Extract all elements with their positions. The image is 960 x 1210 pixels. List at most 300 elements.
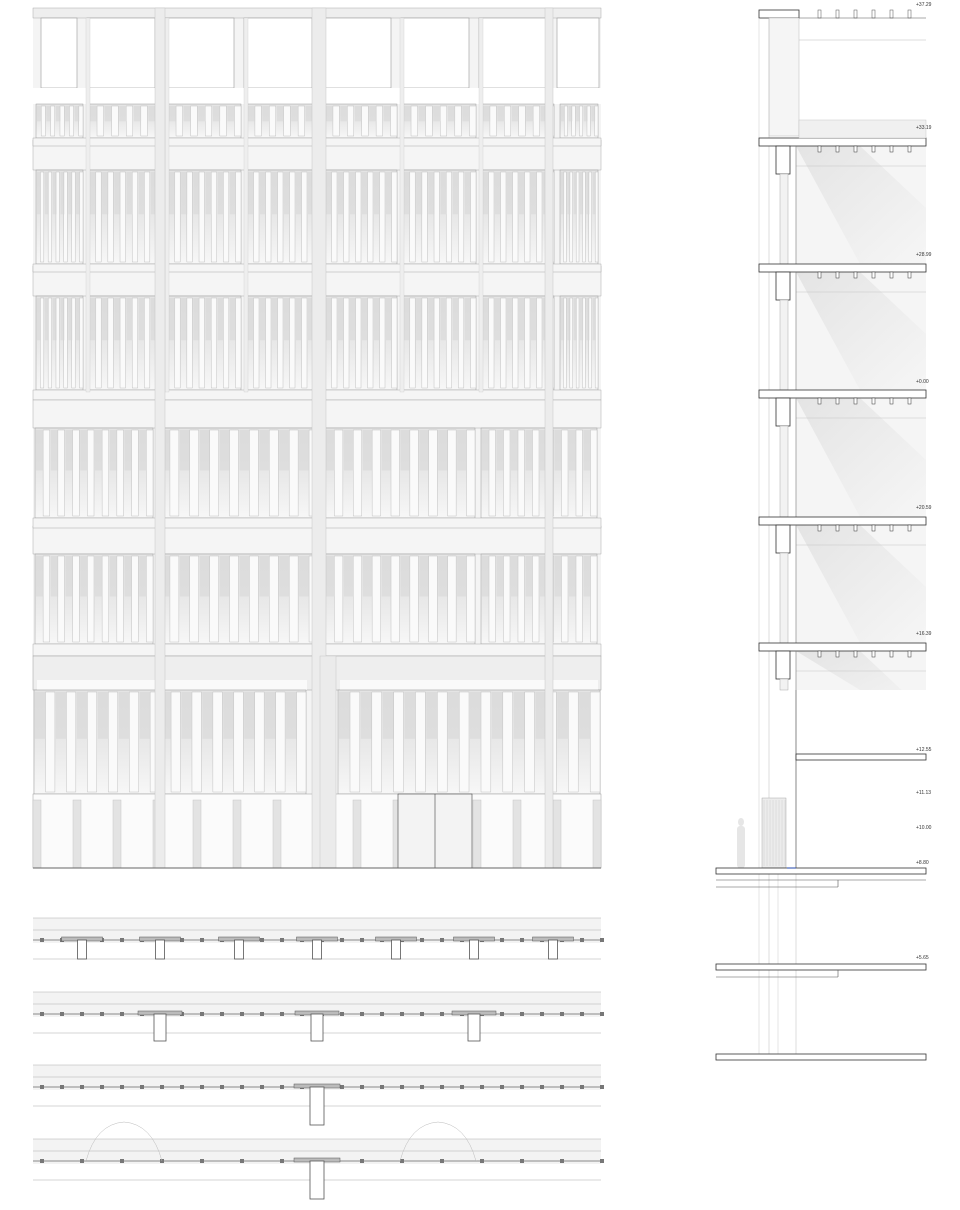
louvre-fin <box>266 172 271 262</box>
louvre-fin <box>170 430 179 516</box>
secondary-column <box>165 18 169 392</box>
glazing-mullion <box>273 800 281 868</box>
louvre-fin <box>254 298 259 388</box>
fin-shadow <box>279 430 289 471</box>
fin-mark <box>120 1159 124 1163</box>
louvre-fin <box>356 298 361 388</box>
louvre-fin <box>60 106 64 136</box>
louvre-fin <box>525 298 530 388</box>
fin-shadow <box>470 692 481 739</box>
fin-shadow <box>200 556 210 597</box>
fin-shadow <box>531 172 537 214</box>
fin-shadow <box>180 430 190 471</box>
louvre-fin <box>97 106 104 136</box>
edge-beam <box>776 272 790 300</box>
fin-shadow <box>593 172 596 214</box>
fin-mark <box>160 1085 164 1089</box>
roof-rib <box>818 10 821 18</box>
fin-mark <box>360 1159 364 1163</box>
slab-rib <box>872 398 875 404</box>
fin-shadow <box>45 172 49 214</box>
louvre-fin <box>458 172 463 262</box>
slab-rib <box>890 525 893 531</box>
fin-shadow <box>584 430 591 471</box>
fin-shadow <box>184 106 191 121</box>
louvre-fin <box>372 556 380 642</box>
fin-shadow <box>218 298 224 340</box>
louvre-fin <box>590 430 597 516</box>
fin-shadow <box>404 106 411 121</box>
slab-rib <box>836 146 839 152</box>
fin-shadow <box>139 172 145 214</box>
mezzanine-slab <box>796 754 926 760</box>
fin-shadow <box>248 172 254 214</box>
fin-mark <box>40 1159 44 1163</box>
louvre-fin <box>190 556 199 642</box>
louvre-fin <box>46 692 55 792</box>
fin-shadow <box>580 172 583 214</box>
facade-column-section <box>769 18 799 136</box>
secondary-column <box>86 18 90 392</box>
louvre-fin <box>126 106 133 136</box>
fin-shadow <box>296 298 302 340</box>
fin-mark <box>260 1085 264 1089</box>
louvre-fin <box>120 172 125 262</box>
fin-mark <box>400 1085 404 1089</box>
fin-shadow <box>169 106 176 121</box>
fin-mark <box>380 1012 384 1016</box>
louvre-fin <box>347 106 353 136</box>
louvre-fin <box>190 430 199 516</box>
fin-shadow <box>134 106 141 121</box>
fin-mark <box>580 938 584 942</box>
fin-mark <box>440 1159 444 1163</box>
fin-shadow <box>386 172 392 214</box>
fin-mark <box>80 1159 84 1163</box>
fin-shadow <box>114 172 120 214</box>
fin-mark <box>340 938 344 942</box>
louvre-fin <box>249 556 258 642</box>
structural-column <box>155 8 165 868</box>
fin-shadow <box>404 298 410 340</box>
fin-shadow <box>169 172 175 214</box>
louvre-fin <box>332 172 337 262</box>
fin-shadow <box>169 298 175 340</box>
fin-shadow <box>382 430 391 471</box>
louvre-fin <box>102 430 109 516</box>
louvre-fin <box>176 106 183 136</box>
fin-shadow <box>453 298 459 340</box>
fin-shadow <box>299 430 309 471</box>
fin-shadow <box>363 430 372 471</box>
slab-rib <box>890 272 893 278</box>
fin-shadow <box>260 172 266 214</box>
fin-mark <box>200 1085 204 1089</box>
fin-shadow <box>230 298 236 340</box>
fin-shadow <box>519 298 525 340</box>
fin-shadow <box>344 430 353 471</box>
roof-rib <box>854 10 857 18</box>
louvre-fin <box>392 172 397 262</box>
plan-column <box>310 1161 324 1199</box>
fin-shadow <box>561 106 565 121</box>
louvre-fin <box>236 298 241 388</box>
louvre-fin <box>73 556 80 642</box>
fin-mark <box>520 1012 524 1016</box>
fin-shadow <box>98 692 108 739</box>
floor-slab <box>759 138 926 146</box>
louvre-fin <box>298 106 304 136</box>
fin-shadow <box>119 106 126 121</box>
fin-shadow <box>586 298 589 340</box>
louvre-fin <box>467 556 475 642</box>
louvre-fin <box>434 172 439 262</box>
louvre-fin <box>518 556 525 642</box>
fin-shadow <box>227 106 234 121</box>
louvre-fin <box>356 172 361 262</box>
louvre-fin <box>290 172 295 262</box>
fin-shadow <box>593 298 596 340</box>
louvre-fin <box>73 430 80 516</box>
louvre-fin <box>192 692 201 792</box>
fin-shadow <box>448 692 459 739</box>
fin-shadow <box>586 172 589 214</box>
louvre-fin <box>333 106 339 136</box>
fin-mark <box>380 1085 384 1089</box>
fin-mark <box>420 938 424 942</box>
fin-shadow <box>405 692 416 739</box>
fin-shadow <box>555 430 562 471</box>
louvre-fin <box>284 106 290 136</box>
fin-shadow <box>56 106 61 121</box>
fin-shadow <box>567 172 570 214</box>
louvre-fin <box>429 556 437 642</box>
fin-shadow <box>441 298 447 340</box>
facade-fin-section <box>780 426 788 517</box>
louvre-fin <box>501 298 506 388</box>
louvre-fin <box>380 172 385 262</box>
fin-mark <box>600 1159 604 1163</box>
slab-rib <box>818 398 821 404</box>
louvre-fin <box>129 692 138 792</box>
slab-rib <box>854 651 857 657</box>
edge-beam <box>776 651 790 679</box>
fin-shadow <box>492 692 503 739</box>
louvre-fin <box>426 106 433 136</box>
slab-rib <box>854 272 857 278</box>
fin-shadow <box>284 298 290 340</box>
slab-rib <box>872 146 875 152</box>
fin-shadow <box>457 430 466 471</box>
louvre-fin <box>561 430 568 516</box>
fin-shadow <box>441 172 447 214</box>
secondary-column <box>479 18 483 392</box>
fin-shadow <box>77 692 87 739</box>
plan-column <box>470 940 479 959</box>
fin-shadow <box>277 106 284 121</box>
fin-mark <box>600 1012 604 1016</box>
louvre-fin <box>344 298 349 388</box>
fin-shadow <box>555 556 562 597</box>
fin-shadow <box>483 298 489 340</box>
fin-mark <box>180 1085 184 1089</box>
louvre-fin <box>199 172 204 262</box>
louvre-fin <box>590 692 600 792</box>
plan-column <box>156 940 165 959</box>
fin-shadow <box>462 106 469 121</box>
fin-shadow <box>230 172 236 214</box>
fin-shadow <box>66 430 73 471</box>
fin-shadow <box>344 556 353 597</box>
fin-shadow <box>495 172 501 214</box>
fin-mark <box>40 938 44 942</box>
slab-rib <box>908 525 911 531</box>
louvre-fin <box>446 172 451 262</box>
fin-shadow <box>127 298 133 340</box>
fin-shadow <box>127 172 133 214</box>
louvre-fin <box>437 692 447 792</box>
louvre-fin <box>117 430 124 516</box>
fin-mark <box>340 1085 344 1089</box>
fin-mark <box>520 938 524 942</box>
glazing-mullion <box>553 800 561 868</box>
central-pier <box>320 656 336 868</box>
louvre-fin <box>79 106 83 136</box>
fin-shadow <box>306 106 313 121</box>
glazing-mullion <box>193 800 201 868</box>
fin-shadow <box>339 692 350 739</box>
fin-mark <box>500 938 504 942</box>
fin-shadow <box>579 692 590 739</box>
louvre-fin <box>249 430 258 516</box>
plan-column <box>235 940 244 959</box>
fin-mark <box>600 1085 604 1089</box>
louvre-fin <box>223 172 228 262</box>
glazing-mullion <box>593 800 601 868</box>
fin-mark <box>580 1012 584 1016</box>
fin-mark <box>600 938 604 942</box>
fin-mark <box>560 1012 564 1016</box>
fin-shadow <box>350 298 356 340</box>
fin-shadow <box>51 430 58 471</box>
slab-rib <box>836 651 839 657</box>
fin-shadow <box>569 106 573 121</box>
louvre-fin <box>254 172 259 262</box>
glazing-mullion <box>73 800 81 868</box>
louvre-fin <box>489 298 494 388</box>
fin-mark <box>220 1012 224 1016</box>
louvre-fin <box>210 556 219 642</box>
fin-shadow <box>291 106 298 121</box>
fin-shadow <box>125 556 132 597</box>
planter-wall <box>762 798 786 868</box>
roof-frame <box>322 18 391 88</box>
slab-rib <box>908 398 911 404</box>
fin-mark <box>120 1085 124 1089</box>
fin-shadow <box>61 172 65 214</box>
fin-mark <box>80 1012 84 1016</box>
fin-shadow <box>248 106 255 121</box>
louvre-fin <box>205 106 212 136</box>
fin-shadow <box>80 430 87 471</box>
fin-shadow <box>202 692 212 739</box>
louvre-fin <box>391 556 399 642</box>
fin-shadow <box>193 172 199 214</box>
louvre-fin <box>503 692 513 792</box>
louvre-fin <box>334 430 342 516</box>
glazing-mullion <box>33 800 41 868</box>
louvre-fin <box>489 172 494 262</box>
louvre-fin <box>187 298 192 388</box>
louvre-fin <box>58 556 65 642</box>
fin-shadow <box>68 298 72 340</box>
fin-shadow <box>363 556 372 597</box>
slab-rib <box>872 651 875 657</box>
fin-shadow <box>35 692 45 739</box>
louvre-fin <box>332 298 337 388</box>
louvre-fin <box>269 430 278 516</box>
louvre-fin <box>344 172 349 262</box>
louvre-fin <box>87 556 94 642</box>
fin-shadow <box>90 298 96 340</box>
fin-shadow <box>404 172 410 214</box>
louvre-fin <box>448 430 456 516</box>
slab-rib <box>854 146 857 152</box>
louvre-fin <box>532 430 539 516</box>
fin-shadow <box>61 298 65 340</box>
fin-shadow <box>567 298 570 340</box>
louvre-fin <box>43 430 50 516</box>
louvre-fin <box>410 298 415 388</box>
fin-shadow <box>511 430 518 471</box>
roof-frame <box>479 18 547 88</box>
louvre-fin <box>132 298 137 388</box>
level-label: +11.13 <box>916 790 932 796</box>
fin-shadow <box>36 556 43 597</box>
fin-shadow <box>240 556 250 597</box>
louvre-fin <box>469 106 476 136</box>
louvre-fin <box>230 556 239 642</box>
louvre-fin <box>391 106 397 136</box>
level-label: +33.19 <box>916 125 932 131</box>
fin-mark <box>460 1085 464 1089</box>
louvre-fin <box>69 106 73 136</box>
fin-shadow <box>416 298 422 340</box>
louvre-fin <box>353 430 361 516</box>
level-label: +16.39 <box>916 631 932 637</box>
louvre-fin <box>223 298 228 388</box>
facade-elevation <box>33 8 601 868</box>
louvre-fin <box>144 298 149 388</box>
lobby-space <box>796 690 926 868</box>
level-label: +20.59 <box>916 505 932 511</box>
fin-shadow <box>220 556 230 597</box>
louvre-fin <box>96 298 101 388</box>
louvre-fin <box>213 692 222 792</box>
slab-rib <box>872 272 875 278</box>
fin-mark <box>520 1159 524 1163</box>
fin-shadow <box>80 556 87 597</box>
fin-shadow <box>428 172 434 214</box>
fin-mark <box>480 1159 484 1163</box>
louvre-fin <box>376 106 382 136</box>
slab-rib <box>818 525 821 531</box>
louvre-fin <box>513 172 518 262</box>
fin-shadow <box>220 430 230 471</box>
fin-shadow <box>206 172 212 214</box>
fin-mark <box>40 1012 44 1016</box>
louvre-fin <box>297 692 306 792</box>
roof-rib <box>872 10 875 18</box>
fin-shadow <box>401 430 410 471</box>
roof-frame <box>165 18 234 88</box>
fin-mark <box>400 1012 404 1016</box>
louvre-fin <box>518 430 525 516</box>
facade-fin-section <box>780 679 788 690</box>
louvre-fin <box>503 556 510 642</box>
roof-rib <box>890 10 893 18</box>
fin-mark <box>200 1159 204 1163</box>
louvre-fin <box>490 106 496 136</box>
fin-shadow <box>561 172 564 214</box>
louvre-fin <box>220 106 227 136</box>
facade-fin-section <box>780 300 788 390</box>
louvre-fin <box>353 556 361 642</box>
level-label: +28.99 <box>916 252 932 258</box>
fin-shadow <box>53 172 57 214</box>
fin-shadow <box>557 692 568 739</box>
fin-mark <box>440 1085 444 1089</box>
fin-shadow <box>76 298 80 340</box>
level-label: +5.65 <box>916 955 929 961</box>
louvre-fin <box>266 298 271 388</box>
slab-rib <box>836 525 839 531</box>
louvre-fin <box>410 172 415 262</box>
fin-shadow <box>102 172 108 214</box>
louvre-fin <box>108 298 113 388</box>
louvre-fin <box>132 556 139 642</box>
fin-shadow <box>68 172 72 214</box>
louvre-fin <box>146 556 153 642</box>
slab-rib <box>890 398 893 404</box>
louvre-fin <box>455 106 462 136</box>
louvre-fin <box>120 298 125 388</box>
fin-shadow <box>95 430 102 471</box>
glazing-mullion <box>113 800 121 868</box>
fin-mark <box>200 1012 204 1016</box>
floor-slab <box>759 517 926 525</box>
louvre-fin <box>175 172 180 262</box>
fin-shadow <box>416 172 422 214</box>
roof-edge <box>759 10 799 18</box>
fin-mark <box>560 1159 564 1163</box>
louvre-fin <box>446 298 451 388</box>
fin-shadow <box>45 298 49 340</box>
fin-shadow <box>483 172 489 214</box>
level-label: +12.55 <box>916 747 932 753</box>
fin-shadow <box>114 298 120 340</box>
louvre-fin <box>276 692 285 792</box>
louvre-fin <box>561 556 568 642</box>
fin-shadow <box>181 298 187 340</box>
fin-shadow <box>419 430 428 471</box>
fin-mark <box>540 1012 544 1016</box>
fin-shadow <box>325 430 334 471</box>
fin-shadow <box>526 556 533 597</box>
fin-shadow <box>296 172 302 214</box>
fin-mark <box>580 1085 584 1089</box>
fin-shadow <box>361 692 372 739</box>
